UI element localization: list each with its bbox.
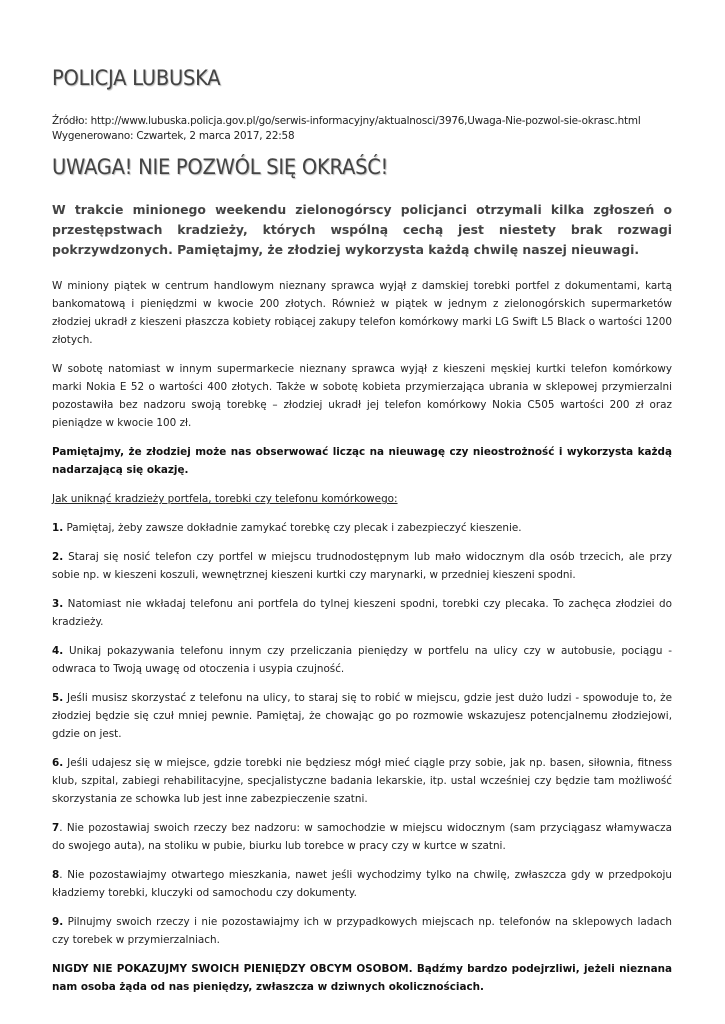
tip-number: 9. [52,916,64,928]
paragraph-1: W miniony piątek w centrum handlowym nieznany sprawca wyjął z damskiej torebki portfel z dokumentami, kartą bankomatową i pieniędzmi w kwocie 200 złotych. Również w piątek w jednym z zielonogórskich supermarketów złodziej ukradł z kieszeni płaszcza kobiety robiącej zakupy telefon komórkowy marki LG Swift L5 Black o wartości 1200 złotych. [52,280,672,346]
article-title: UWAGA! NIE POZWÓL SIĘ OKRAŚĆ! [52,155,389,179]
tip-item [52,819,672,855]
tip-text: Jeśli udajesz się w miejsce, gdzie torebki nie będziesz mógł mieć ciągle przy sobie, jak np. basen, siłownia, fitness klub, szpital, zabiegi rehabilitacyjne, specjalistyczne badania lekarskie, itp. ustal wcześniej czy będzie tam możliwość skorzystania ze schowka lub jest inne zabezpieczenie szatni. [52,757,672,805]
closing-paragraph: NIGDY NIE POKAZUJMY SWOICH PIENIĘDZY OBCYM OSOBOM. Bądźmy bardzo podejrzliwi, jeżeli nieznana nam osoba żąda od nas pieniędzy, zwłaszcza w dziwnych okolicznościach. [52,963,672,993]
tip-item [52,548,672,584]
tip-text: Natomiast nie wkładaj telefonu ani portfela do tylnej kieszeni spodni, torebki czy plecaka. To zachęca złodziei do kradzieży. [52,598,672,628]
tip-item [52,595,672,631]
source-line: Źródło: http://www.lubuska.policja.gov.pl/go/serwis-informacyjny/aktualnosci/3976,Uwaga-Nie-pozwol-sie-okrasc.html [52,115,641,127]
tip-item [52,519,672,537]
tip-text: . Nie pozostawiaj swoich rzeczy bez nadzoru: w samochodzie w miejscu widocznym (sam przyciągasz włamywacza do swojego auta), na stoliku w pubie, biurku lub torebce w pracy czy w kurtce w szatni. [52,822,672,852]
site-title: POLICJA LUBUSKA [52,66,221,90]
tip-text: Unikaj pokazywania telefonu innym czy przeliczania pieniędzy w portfelu na ulicy czy w autobusie, pociągu - odwraca to Twoją uwagę od otoczenia i usypia czujność. [52,645,672,675]
tip-text: Pilnujmy swoich rzeczy i nie pozostawiajmy ich w przypadkowych miejscach np. telefonów na sklepowych ladach czy torebek w przymierzalniach. [52,916,672,946]
tip-number: 3. [52,598,64,610]
tips-heading-paragraph [52,490,672,508]
tip-item [52,913,672,949]
tip-number: 5. [52,692,64,704]
tips-heading: Jak uniknąć kradzieży portfela, torebki czy telefonu komórkowego: [52,493,398,505]
tip-text: Staraj się nosić telefon czy portfel w miejscu trudnodostępnym lub mało widocznym dla osób trzecich, ale przy sobie np. w kieszeni koszuli, wewnętrznej kieszeni kurtki czy marynarki, w przedniej kieszeni spodni. [52,551,672,581]
tip-number: 2. [52,551,64,563]
tip-text: Jeśli musisz skorzystać z telefonu na ulicy, to staraj się to robić w miejscu, gdzie jest dużo ludzi - spowoduje to, że złodziej będzie się czuł mniej pewnie. Pamiętaj, że chowając go po rozmowie wskazujesz potencjalnemu złodziejowi, gdzie on jest. [52,692,672,740]
document-meta [52,114,641,144]
article-lead: W trakcie minionego weekendu zielonogórscy policjanci otrzymali kilka zgłoszeń o przestępstwach kradzieży, których wspólną cechą jest niestety brak rozwagi pokrzywdzonych. Pamiętajmy, że złodziej wykorzysta każdą chwilę naszej nieuwagi. [52,202,672,257]
tip-number: 4. [52,645,64,657]
tip-item [52,689,672,743]
tip-text: . Nie pozostawiajmy otwartego mieszkania, nawet jeśli wychodzimy tylko na chwilę, zwłaszcza gdy w przedpokoju kładziemy torebki, kluczyki od samochodu czy dokumenty. [52,869,672,899]
tip-text: Pamiętaj, żeby zawsze dokładnie zamykać torebkę czy plecak i zabezpieczyć kieszenie. [63,522,522,534]
tip-number: 1. [52,522,64,534]
tip-number: 6. [52,757,64,769]
paragraph-2: W sobotę natomiast w innym supermarkecie nieznany sprawca wyjął z kieszeni męskiej kurtki telefon komórkowy marki Nokia E 52 o wartości 400 złotych. Także w sobotę kobieta przymierzająca ubrania w sklepowej przymierzalni pozostawiła bez nadzoru swoją torebkę – złodziej ukradł jej telefon komórkowy Nokia C505 wartości 200 zł oraz pieniądze w kwocie 100 zł. [52,363,672,429]
article-content [52,200,672,1007]
tip-number: 7 [52,822,60,834]
tip-number: 8 [52,869,60,881]
tip-item [52,642,672,678]
tip-item [52,754,672,808]
generated-line: Wygenerowano: Czwartek, 2 marca 2017, 22:58 [52,130,295,142]
warning-paragraph: Pamiętajmy, że złodziej może nas obserwować licząc na nieuwagę czy nieostrożność i wykorzysta każdą nadarzającą się okazję. [52,446,672,476]
tip-item [52,866,672,902]
